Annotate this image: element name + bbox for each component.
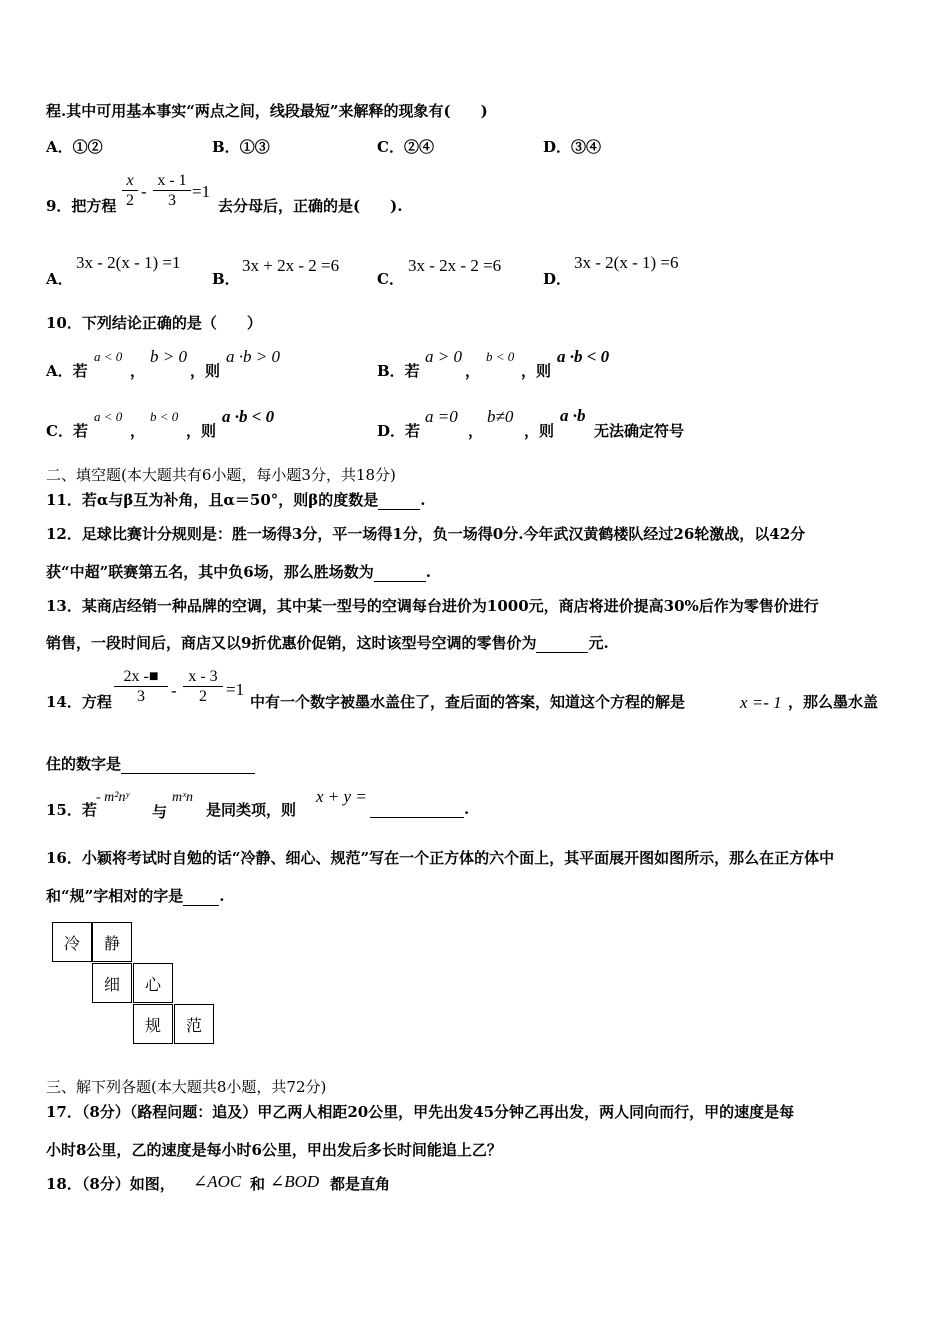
q8-option-d: D．③④ (543, 138, 602, 156)
q10-option-d-label: D．若 (377, 422, 421, 440)
q9-option-c-label: C． (377, 270, 404, 288)
q9-option-a-label: A． (46, 270, 73, 288)
q11: 11．若α与β互为补角，且α＝50°，则β的度数是 . (46, 491, 426, 509)
q10-option-c-cond2: b < 0 (150, 409, 179, 424)
q16-line1: 16．小颖将考试时自勉的话“冷静、细心、规范”写在一个正方体的六个面上，其平面展开图如图所示，那么在正方体中 (46, 849, 835, 867)
q14-middle: 中有一个数字被墨水盖住了，查后面的答案，知道这个方程的解是 (250, 693, 686, 711)
q18-angle-bod: ∠BOD (270, 1172, 320, 1191)
q10-option-a-comma: ， (130, 362, 146, 380)
q10-stem: 10．下列结论正确的是（ ） (46, 314, 262, 332)
q10-option-c-label: C．若 (46, 422, 88, 440)
q9-fraction-2: $\frac{x - 1}{3}$ (153, 172, 191, 211)
q9-option-d-label: D． (543, 270, 572, 288)
q10-option-d-cond1: a =0 (425, 407, 458, 426)
q15-term1: - m²nʸ (96, 790, 130, 805)
q15-term2: mˣn (172, 790, 194, 805)
q12-line2: 获“中超”联赛第五名，其中负6场，那么胜场数为 . (46, 563, 431, 581)
q15-blank-group: . (370, 800, 469, 818)
q12-answer-blank[interactable] (374, 565, 426, 582)
q10-option-b-label: B．若 (377, 362, 420, 380)
q9-suffix: 去分母后，正确的是( ). (218, 197, 403, 215)
q15-expr: x + y = (316, 787, 367, 806)
q8-option-c: C．②④ (377, 138, 434, 156)
net-cell-jing: 静 (92, 922, 132, 962)
q13-line2: 销售，一段时间后，商店又以9折优惠价促销，这时该型号空调的零售价为 元. (46, 634, 609, 652)
q10-option-b-comma: ， (465, 362, 481, 380)
q10-option-c-cond1: a < 0 (94, 409, 123, 424)
q13-answer-blank[interactable] (536, 636, 588, 653)
q14-solution: x =- 1 (740, 693, 782, 712)
q15-and: 与 (152, 803, 168, 821)
section-3-heading: 三、解下列各题(本大题共8小题，共72分) (46, 1078, 327, 1096)
q10-option-a-cond2: b > 0 (150, 347, 187, 366)
q17-line1: 17．（8分）（路程问题：追及）甲乙两人相距20公里，甲先出发45分钟乙再出发，两人同向而行，甲的速度是每 (46, 1103, 795, 1121)
q10-option-c-then: ，则 (186, 422, 217, 440)
q10-option-d-cond2: b≠0 (487, 407, 514, 426)
q14-minus: - (171, 681, 177, 700)
q9-option-d-expr: 3x - 2(x - 1) =6 (574, 253, 679, 272)
q10-option-a-label: A．若 (46, 362, 88, 380)
q9-minus: - (141, 182, 147, 201)
q10-option-d-then: ，则 (524, 422, 555, 440)
q8-option-a: A．①② (46, 138, 103, 156)
q16-line2: 和“规”字相对的字是 . (46, 887, 225, 905)
q10-option-d-comma: ， (468, 422, 484, 440)
q10-option-a-cond1: a < 0 (94, 349, 123, 364)
q15-prefix: 15．若 (46, 801, 97, 819)
q13-line1: 13．某商店经销一种品牌的空调，其中某一型号的空调每台进价为1000元，商店将进价提高30%后作为零售价进行 (46, 597, 819, 615)
q15-answer-blank[interactable] (370, 801, 464, 818)
q14-suffix: ，那么墨水盖 (788, 693, 879, 711)
q12-line1: 12．足球比赛计分规则是：胜一场得3分，平一场得1分，负一场得0分.今年武汉黄鹤楼队经过26轮激战，以42分 (46, 525, 806, 543)
q11-answer-blank[interactable] (378, 493, 420, 510)
q9-option-b-label: B． (212, 270, 240, 288)
q18-angle-aoc: ∠AOC (193, 1172, 242, 1191)
q10-option-b-cond2: b < 0 (486, 349, 515, 364)
q14-prefix: 14．方程 (46, 693, 112, 711)
net-cell-gui: 规 (133, 1004, 173, 1044)
q10-option-c-comma: ， (130, 422, 146, 440)
net-cell-xin: 心 (133, 963, 173, 1003)
q14-fraction-2: $\frac{x - 3}{2}$ (183, 668, 223, 707)
q10-option-a-then: ，则 (190, 362, 221, 380)
net-cell-xi: 细 (92, 963, 132, 1003)
q8-option-b: B．①③ (212, 138, 270, 156)
q10-option-d-tail: 无法确定符号 (594, 422, 685, 440)
q14-rhs: =1 (226, 680, 245, 699)
q14-line2: 住的数字是 (46, 754, 255, 774)
q9-prefix: 9．把方程 (46, 197, 117, 215)
net-cell-fan: 范 (174, 1004, 214, 1044)
net-cell-leng: 冷 (52, 922, 92, 962)
q10-option-b-result: a ·b < 0 (557, 347, 610, 366)
q10-option-d-result: a ·b (560, 406, 586, 425)
q16-answer-blank[interactable] (183, 889, 219, 906)
q9-option-b-expr: 3x + 2x - 2 =6 (242, 256, 340, 275)
q10-option-c-result: a ·b < 0 (222, 407, 275, 426)
q9-rhs: =1 (192, 182, 211, 201)
q18-and: 和 (250, 1175, 266, 1193)
q18-suffix: 都是直角 (330, 1175, 391, 1193)
q8-stem: 程.其中可用基本事实“两点之间，线段最短”来解释的现象有( ) (46, 102, 488, 120)
q9-option-a-expr: 3x - 2(x - 1) =1 (76, 253, 181, 272)
q14-fraction-1: $\frac{2x -■}{3}$ (114, 668, 168, 707)
q15-middle: 是同类项，则 (206, 801, 297, 819)
q9-fraction-1: $\frac{x}{2}$ (122, 172, 138, 211)
q10-option-b-then: ，则 (521, 362, 552, 380)
q10-option-b-cond1: a > 0 (425, 347, 462, 366)
q14-answer-blank[interactable] (121, 757, 255, 774)
q9-option-c-expr: 3x - 2x - 2 =6 (408, 256, 502, 275)
q17-line2: 小时8公里，乙的速度是每小时6公里，甲出发后多长时间能追上乙？ (46, 1141, 502, 1159)
cube-net-figure (52, 922, 222, 1047)
section-2-heading: 二、填空题(本大题共有6小题，每小题3分，共18分) (46, 466, 396, 484)
q18-prefix: 18．（8分）如图， (46, 1175, 175, 1193)
q10-option-a-result: a ·b > 0 (226, 347, 280, 366)
